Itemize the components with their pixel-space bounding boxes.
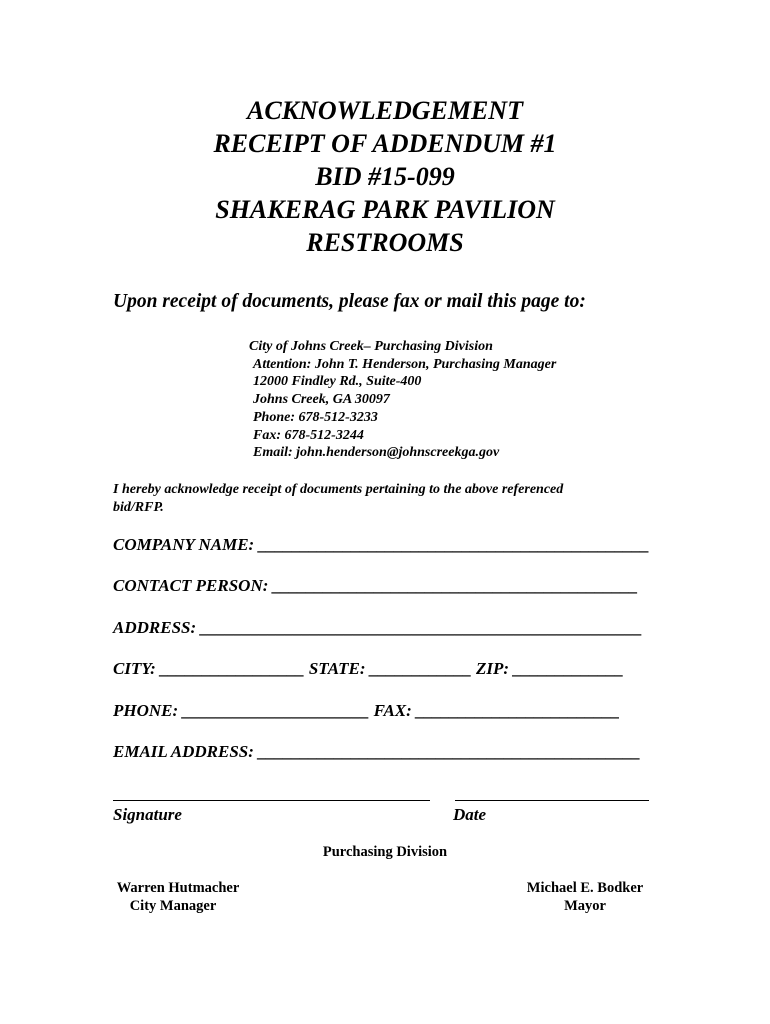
purchasing-division-label: Purchasing Division — [322, 844, 448, 860]
address-city: Johns Creek, GA 30097 — [253, 392, 390, 408]
phone-fax-field[interactable]: PHONE: ______________________ FAX: ________________________ — [113, 701, 621, 720]
address-attention: Attention: John T. Henderson, Purchasing Manager — [253, 356, 557, 372]
title-line-restrooms: RESTROOMS — [306, 228, 464, 257]
city-manager-name: Warren Hutmacher — [116, 880, 240, 896]
signature-line[interactable] — [113, 800, 430, 801]
address-email: Email: john.henderson@johnscreekga.gov — [253, 445, 500, 461]
mailing-instruction: Upon receipt of documents, please fax or mail this page to: — [113, 291, 586, 312]
contact-person-field[interactable]: CONTACT PERSON: ___________________________________________ — [113, 576, 639, 595]
city-manager-title: City Manager — [129, 898, 217, 914]
email-address-field[interactable]: EMAIL ADDRESS: _____________________________________________ — [113, 742, 641, 761]
mailing-address — [249, 338, 556, 462]
address-street: 12000 Findley Rd., Suite-400 — [253, 374, 422, 390]
title-line-bid-number: BID #15-099 — [315, 162, 455, 191]
city-manager-block — [113, 879, 243, 915]
document-title — [0, 94, 770, 259]
title-line-addendum: RECEIPT OF ADDENDUM #1 — [213, 129, 557, 158]
date-line[interactable] — [455, 800, 649, 801]
title-line-project: SHAKERAG PARK PAVILION — [215, 195, 555, 224]
company-name-field[interactable]: COMPANY NAME: ______________________________________________ — [113, 535, 650, 554]
signature-label: Signature — [113, 805, 182, 824]
date-label: Date — [453, 805, 487, 824]
mayor-name: Michael E. Bodker — [526, 880, 644, 896]
acknowledgement-statement: I hereby acknowledge receipt of documents pertaining to the above referenced bid/RFP. — [113, 482, 564, 515]
city-state-zip-field[interactable]: CITY: _________________ STATE: ____________ ZIP: _____________ — [113, 659, 624, 678]
address-fax: Fax: 678-512-3244 — [253, 427, 364, 443]
address-field[interactable]: ADDRESS: ____________________________________________________ — [113, 618, 643, 637]
mayor-title: Mayor — [564, 898, 606, 914]
title-line-acknowledgement: ACKNOWLEDGEMENT — [247, 96, 523, 125]
address-organization: City of Johns Creek– Purchasing Division — [249, 339, 493, 354]
address-phone: Phone: 678-512-3233 — [253, 409, 378, 425]
mayor-block — [515, 879, 655, 915]
